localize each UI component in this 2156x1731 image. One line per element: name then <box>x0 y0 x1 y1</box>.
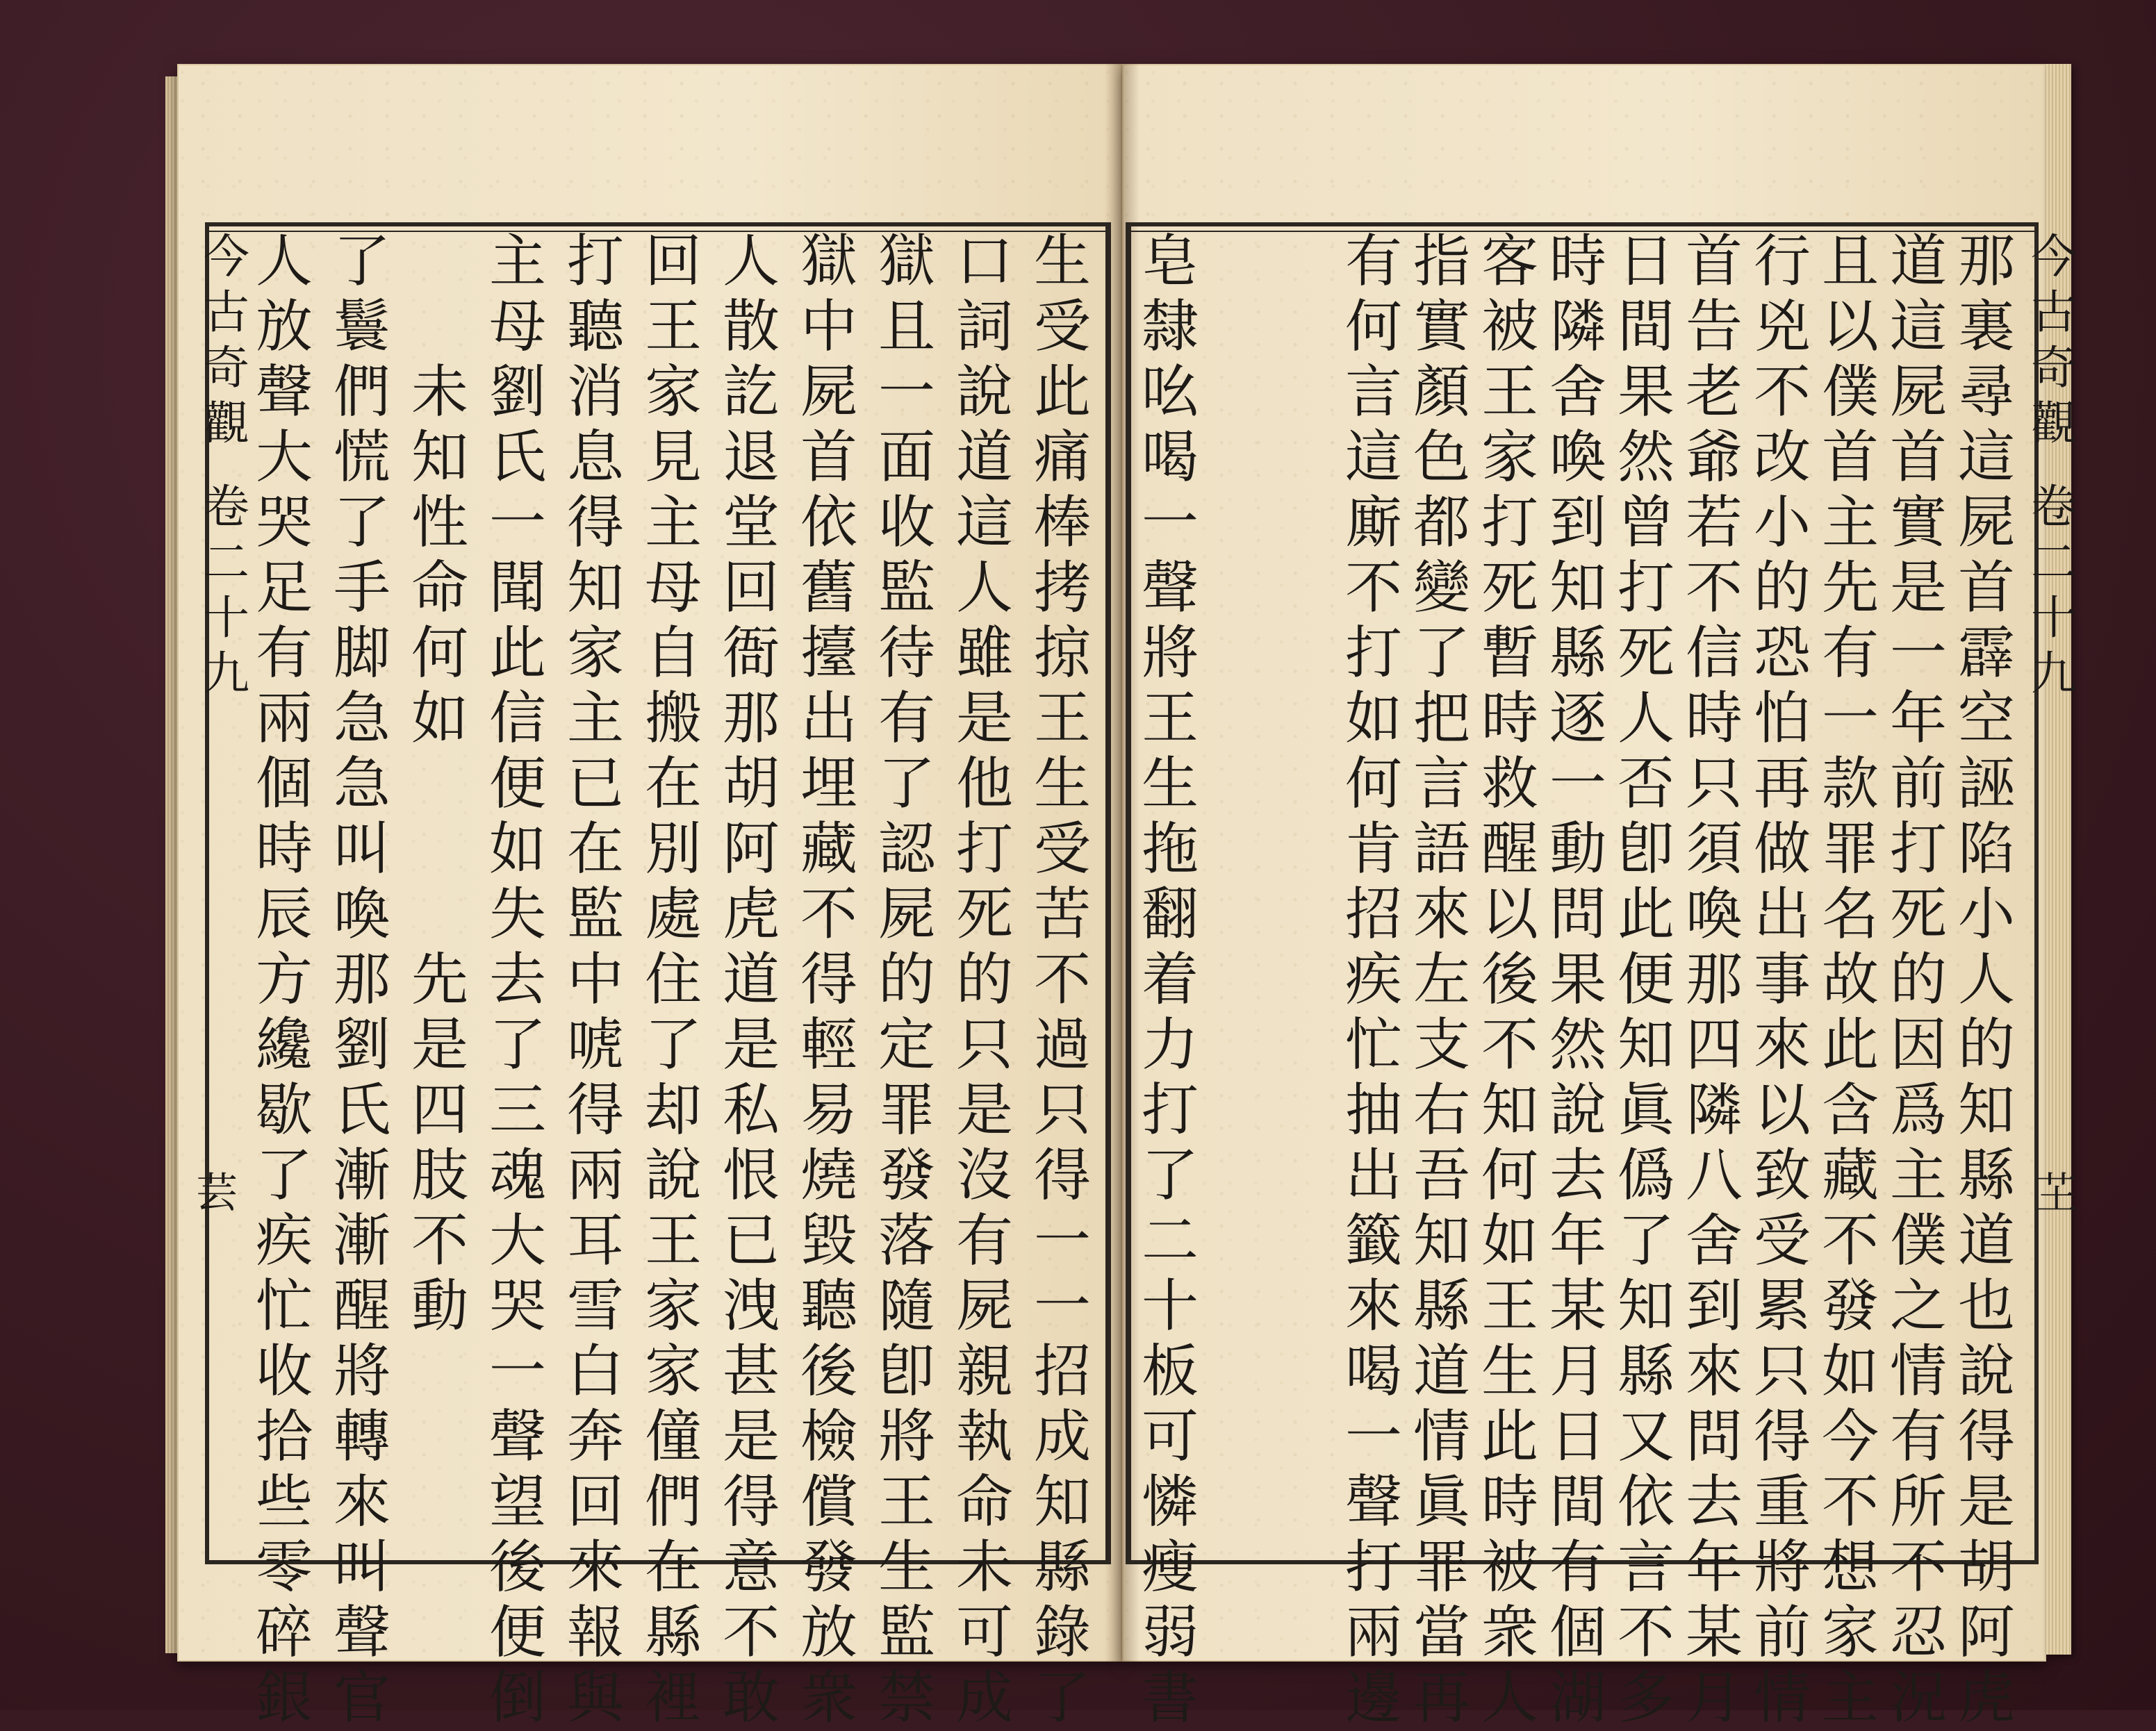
left-page-column-6: 回 王 家 見 主 母 自 搬 在 別 處 住 了 却 說 王 家 家 僮 們 在 縣 裡 <box>644 229 702 1731</box>
left-page-stack-edge <box>165 76 177 1653</box>
left-page-column-1: 生 受 此 痛 棒 拷 掠 王 生 受 苦 不 過 只 得 一 一 招 成 知 縣 錄 了 <box>1033 229 1091 1731</box>
left-page-column-5: 人 散 訖 退 堂 回 衙 那 胡 阿 虎 道 是 私 恨 已 洩 甚 是 得 意 不 敢 <box>722 229 780 1731</box>
right-page-number: 芏 <box>2036 1169 2077 1218</box>
right-page-column-5: 首 告 老 爺 若 不 信 時 只 須 喚 那 四 隣 八 舍 到 來 問 去 年 某 月 <box>1685 229 1743 1731</box>
right-page-column-2: 道 這 屍 首 實 是 一 年 前 打 死 的 因 爲 主 僕 之 情 有 所 不 忍 況 <box>1889 229 1947 1731</box>
right-page-column-1: 那 裏 尋 這 屍 首 霹 空 誣 陷 小 人 的 知 縣 道 也 說 得 是 胡 阿 虎 <box>1957 229 2015 1731</box>
left-page-column-9: 未 知 性 命 何 如 先 是 四 肢 不 動 <box>411 359 468 1339</box>
left-page-column-11: 人 放 聲 大 哭 足 有 兩 個 時 辰 方 纔 歇 了 疾 忙 收 拾 些 零 碎 銀 <box>255 229 313 1731</box>
right-page-column-4: 行 兇 不 改 小 的 恐 怕 再 做 出 事 來 以 致 受 累 只 得 重 將 前 情 <box>1753 229 1811 1731</box>
left-page-column-7: 打 聽 消 息 得 知 家 主 已 在 監 中 唬 得 兩 耳 雪 白 奔 回 來 報 與 <box>566 229 624 1731</box>
right-page-column-11: 皂 隸 吆 喝 一 聲 將 王 生 拖 翻 着 力 打 了 二 十 板 可 憐 瘦 弱 書 <box>1141 229 1199 1731</box>
right-page-column-3: 且 以 僕 首 主 先 有 一 款 罪 名 故 此 含 藏 不 發 如 今 不 想 家 主 <box>1821 229 1879 1731</box>
left-page-column-4: 獄 中 屍 首 依 舊 擡 出 埋 藏 不 得 輕 易 燒 毀 聽 後 檢 償 發 放 衆 <box>800 229 857 1731</box>
right-margin-title <box>2029 229 2079 1542</box>
left-page-column-8: 主 母 劉 氏 一 聞 此 信 便 如 失 去 了 三 魂 大 哭 一 聲 望 後 便 倒 <box>488 229 546 1731</box>
left-margin-title-text: 今 古 奇 觀 <box>204 230 249 450</box>
left-margin-title <box>201 229 252 1542</box>
left-margin-volume-text: 卷 二 十 九 <box>204 480 249 700</box>
left-page-column-2: 口 詞 說 道 這 人 雖 是 他 打 死 的 只 是 沒 有 屍 親 執 命 未 可 成 <box>955 229 1013 1731</box>
right-page-column-8: 客 被 王 家 打 死 暫 時 救 醒 以 後 不 知 何 如 王 生 此 時 被 衆 人 <box>1481 229 1538 1731</box>
right-margin-title-text: 今 古 奇 觀 <box>2031 230 2077 450</box>
right-page-column-10: 有 何 言 這 廝 不 打 如 何 肯 招 疾 忙 抽 出 籤 來 喝 一 聲 打 兩 邊 <box>1344 229 1402 1731</box>
left-page-column-3: 獄 且 一 面 收 監 待 有 了 認 屍 的 定 罪 發 落 隨 卽 將 王 生 監 禁 <box>878 229 935 1731</box>
left-page-number: 芸 <box>196 1169 238 1218</box>
right-margin-volume-text: 卷 二 十 九 <box>2031 480 2077 700</box>
right-page-column-6: 日 間 果 然 曾 打 死 人 否 卽 此 便 知 眞 僞 了 知 縣 又 依 言 不 多 <box>1617 229 1674 1731</box>
right-page-column-9: 指 實 顏 色 都 變 了 把 言 語 來 左 支 右 吾 知 縣 道 情 眞 罪 當 再 <box>1413 229 1470 1731</box>
right-page-column-7: 時 隣 舍 喚 到 知 縣 逐 一 動 問 果 然 說 去 年 某 月 日 間 有 個 湖 <box>1549 229 1606 1731</box>
left-page-column-10: 了 鬟 們 慌 了 手 脚 急 急 叫 喚 那 劉 氏 漸 漸 醒 將 轉 來 叫 聲 官 <box>333 229 390 1731</box>
